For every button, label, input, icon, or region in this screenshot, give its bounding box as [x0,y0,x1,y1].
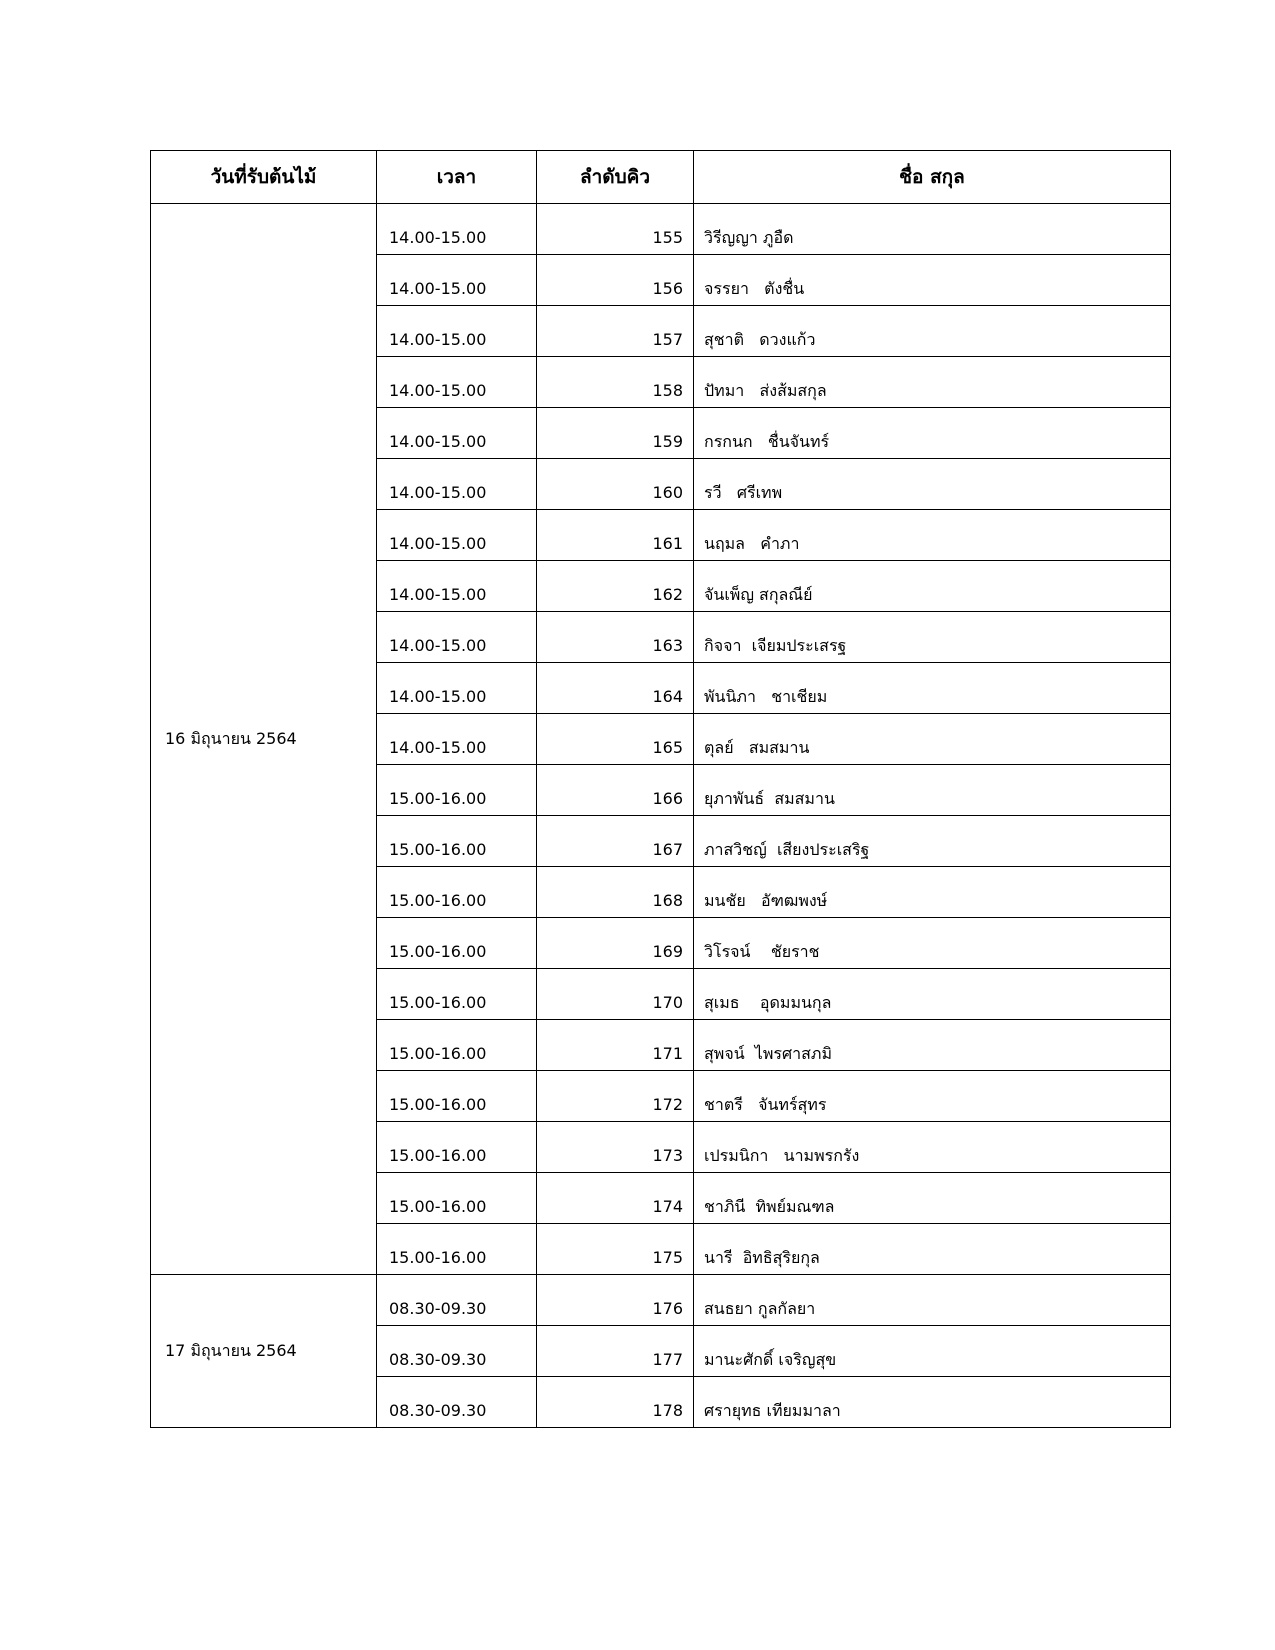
queue-cell: 161 [537,510,694,561]
name-cell: รวี ศรีเทพ [694,459,1171,510]
queue-table [150,150,1171,1428]
time-cell: 14.00-15.00 [377,714,537,765]
name-cell: วิโรจน์ ชัยราช [694,918,1171,969]
queue-cell: 157 [537,306,694,357]
queue-cell: 162 [537,561,694,612]
time-cell: 14.00-15.00 [377,306,537,357]
time-cell: 14.00-15.00 [377,357,537,408]
queue-cell: 160 [537,459,694,510]
queue-cell: 170 [537,969,694,1020]
queue-cell: 171 [537,1020,694,1071]
time-cell: 15.00-16.00 [377,765,537,816]
name-cell: มานะศักดิ์ เจริญสุข [694,1326,1171,1377]
queue-cell: 177 [537,1326,694,1377]
time-cell: 15.00-16.00 [377,1020,537,1071]
time-cell: 14.00-15.00 [377,510,537,561]
header-time: เวลา [377,151,537,204]
queue-cell: 155 [537,204,694,255]
name-cell: จรรยา ตังชื่น [694,255,1171,306]
header-row [151,151,1171,204]
queue-cell: 173 [537,1122,694,1173]
time-cell: 15.00-16.00 [377,867,537,918]
name-cell: สุชาติ ดวงแก้ว [694,306,1171,357]
name-cell: จันเพ็ญ สกุลณีย์ [694,561,1171,612]
header-date: วันที่รับต้นไม้ [151,151,377,204]
name-cell: ชาภินี ทิพย์มณฑล [694,1173,1171,1224]
time-cell: 14.00-15.00 [377,561,537,612]
queue-cell: 158 [537,357,694,408]
name-cell: นารี อิทธิสุริยกุล [694,1224,1171,1275]
time-cell: 14.00-15.00 [377,204,537,255]
table-row [151,1275,1171,1326]
name-cell: ตุลย์ สมสมาน [694,714,1171,765]
time-cell: 15.00-16.00 [377,816,537,867]
time-cell: 08.30-09.30 [377,1377,537,1428]
name-cell: เปรมนิกา นามพรกรัง [694,1122,1171,1173]
name-cell: ยุภาพันธ์ สมสมาน [694,765,1171,816]
name-cell: ชาตรี จันทร์สุทร [694,1071,1171,1122]
time-cell: 15.00-16.00 [377,1224,537,1275]
name-cell: พันนิภา ชาเชียม [694,663,1171,714]
time-cell: 15.00-16.00 [377,918,537,969]
queue-cell: 163 [537,612,694,663]
table-row [151,204,1171,255]
queue-cell: 164 [537,663,694,714]
header-name: ชื่อ สกุล [694,151,1171,204]
name-cell: มนชัย อัฑฒพงษ์ [694,867,1171,918]
time-cell: 15.00-16.00 [377,969,537,1020]
date-cell: 16 มิถุนายน 2564 [151,204,377,1275]
name-cell: ศรายุทธ เทียมมาลา [694,1377,1171,1428]
queue-cell: 178 [537,1377,694,1428]
time-cell: 08.30-09.30 [377,1275,537,1326]
time-cell: 14.00-15.00 [377,612,537,663]
queue-cell: 159 [537,408,694,459]
queue-cell: 174 [537,1173,694,1224]
queue-cell: 169 [537,918,694,969]
queue-cell: 175 [537,1224,694,1275]
queue-cell: 176 [537,1275,694,1326]
name-cell: สุเมธ อุดมมนกุล [694,969,1171,1020]
name-cell: วิรีญญา ภูอืด [694,204,1171,255]
time-cell: 15.00-16.00 [377,1122,537,1173]
time-cell: 14.00-15.00 [377,255,537,306]
time-cell: 08.30-09.30 [377,1326,537,1377]
name-cell: สนธยา กูลกัลยา [694,1275,1171,1326]
time-cell: 14.00-15.00 [377,408,537,459]
table-body [151,204,1171,1428]
queue-cell: 166 [537,765,694,816]
date-cell: 17 มิถุนายน 2564 [151,1275,377,1428]
name-cell: สุพจน์ ไพรศาสภมิ [694,1020,1171,1071]
queue-cell: 172 [537,1071,694,1122]
header-queue: ลำดับคิว [537,151,694,204]
name-cell: ปัทมา ส่งส้มสกุล [694,357,1171,408]
time-cell: 15.00-16.00 [377,1173,537,1224]
name-cell: กิจจา เจียมประเสรฐ [694,612,1171,663]
time-cell: 15.00-16.00 [377,1071,537,1122]
name-cell: กรกนก ชื่นจันทร์ [694,408,1171,459]
time-cell: 14.00-15.00 [377,663,537,714]
name-cell: นฤมล คำภา [694,510,1171,561]
queue-cell: 165 [537,714,694,765]
queue-cell: 167 [537,816,694,867]
name-cell: ภาสวิชญ์ เสียงประเสริฐ [694,816,1171,867]
queue-cell: 156 [537,255,694,306]
queue-cell: 168 [537,867,694,918]
time-cell: 14.00-15.00 [377,459,537,510]
